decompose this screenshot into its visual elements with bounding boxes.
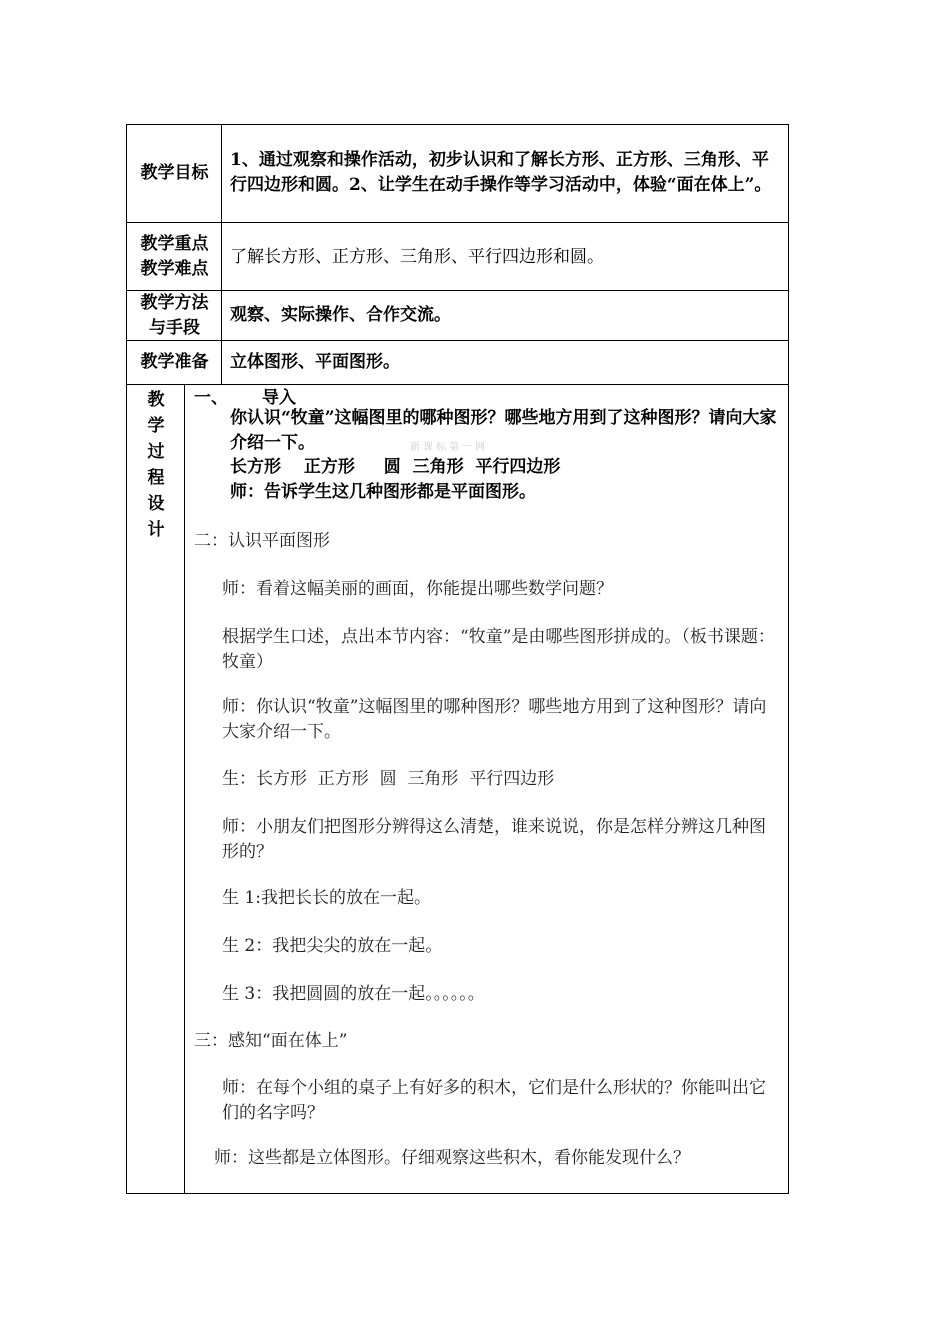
section3-heading: 三：感知“面在体上” [194, 1031, 348, 1051]
row-label-objectives: 教学目标 [140, 163, 209, 183]
objectives-content: 1、通过观察和操作活动，初步认识和了解长方形、正方形、三角形、平行四边形和圆。2、让学生在动手操作等学习活动中，体验“面在体上”。 [230, 150, 772, 195]
row-label-difficulties: 教学难点 [140, 259, 209, 279]
intro-question: 你认识“牧童”这幅图里的哪种图形？哪些地方用到了这种图形？请向大家介绍一下。 [230, 408, 777, 453]
section2-paragraph: 根据学生口述，点出本节内容：“牧童”是由哪些图形拼成的。（板书课题：牧童） [222, 627, 775, 672]
section2-paragraph: 生 3：我把圆圆的放在一起。。。。。。 [222, 984, 485, 1004]
section2-heading: 二：认识平面图形 [194, 531, 330, 551]
intro-teacher-note: 师：告诉学生这几种图形都是平面图形。 [230, 482, 536, 502]
section2-paragraph: 师：你认识“牧童”这幅图里的哪种图形？哪些地方用到了这种图形？请向大家介绍一下。 [222, 697, 767, 742]
methods-content: 观察、实际操作、合作交流。 [230, 305, 451, 325]
section2-paragraph: 师：小朋友们把图形分辨得这么清楚，谁来说说，你是怎样分辨这几种图形的？ [222, 817, 766, 862]
section2-paragraph: 生 1:我把长长的放在一起。 [222, 888, 431, 908]
row-label-key-points: 教学重点 [140, 234, 209, 254]
section3-paragraph: 师：在每个小组的桌子上有好多的积木，它们是什么形状的？你能叫出它们的名字吗？ [222, 1078, 766, 1123]
process-content [194, 384, 784, 1194]
section2-paragraph: 生：长方形 正方形 圆 三角形 平行四边形 [222, 769, 555, 789]
row-label-preparation: 教学准备 [140, 352, 209, 372]
section2-paragraph: 生 2：我把尖尖的放在一起。 [222, 936, 443, 956]
row-label-methods: 教学方法 [140, 293, 209, 313]
process-design-label: 教 学 过 程 设 计 [147, 390, 165, 540]
intro-heading: 导入 [262, 388, 296, 408]
row-divider [127, 340, 788, 341]
intro-shapes: 长方形 正方形 圆 三角形 平行四边形 [230, 457, 561, 477]
watermark: 新课标第一网 [410, 442, 488, 453]
lesson-plan-table [126, 124, 789, 1194]
row-divider [127, 290, 788, 291]
intro-heading-number: 一、 [194, 388, 228, 408]
section2-paragraph: 师：看着这幅美丽的画面，你能提出哪些数学问题？ [222, 579, 613, 599]
preparation-content: 立体图形、平面图形。 [230, 352, 400, 372]
section3-paragraph: 师：这些都是立体图形。仔细观察这些积木，看你能发现什么？ [214, 1148, 690, 1168]
row-divider [127, 222, 788, 223]
row-label-means: 与手段 [149, 318, 200, 338]
key-points-content: 了解长方形、正方形、三角形、平行四边形和圆。 [230, 247, 604, 267]
